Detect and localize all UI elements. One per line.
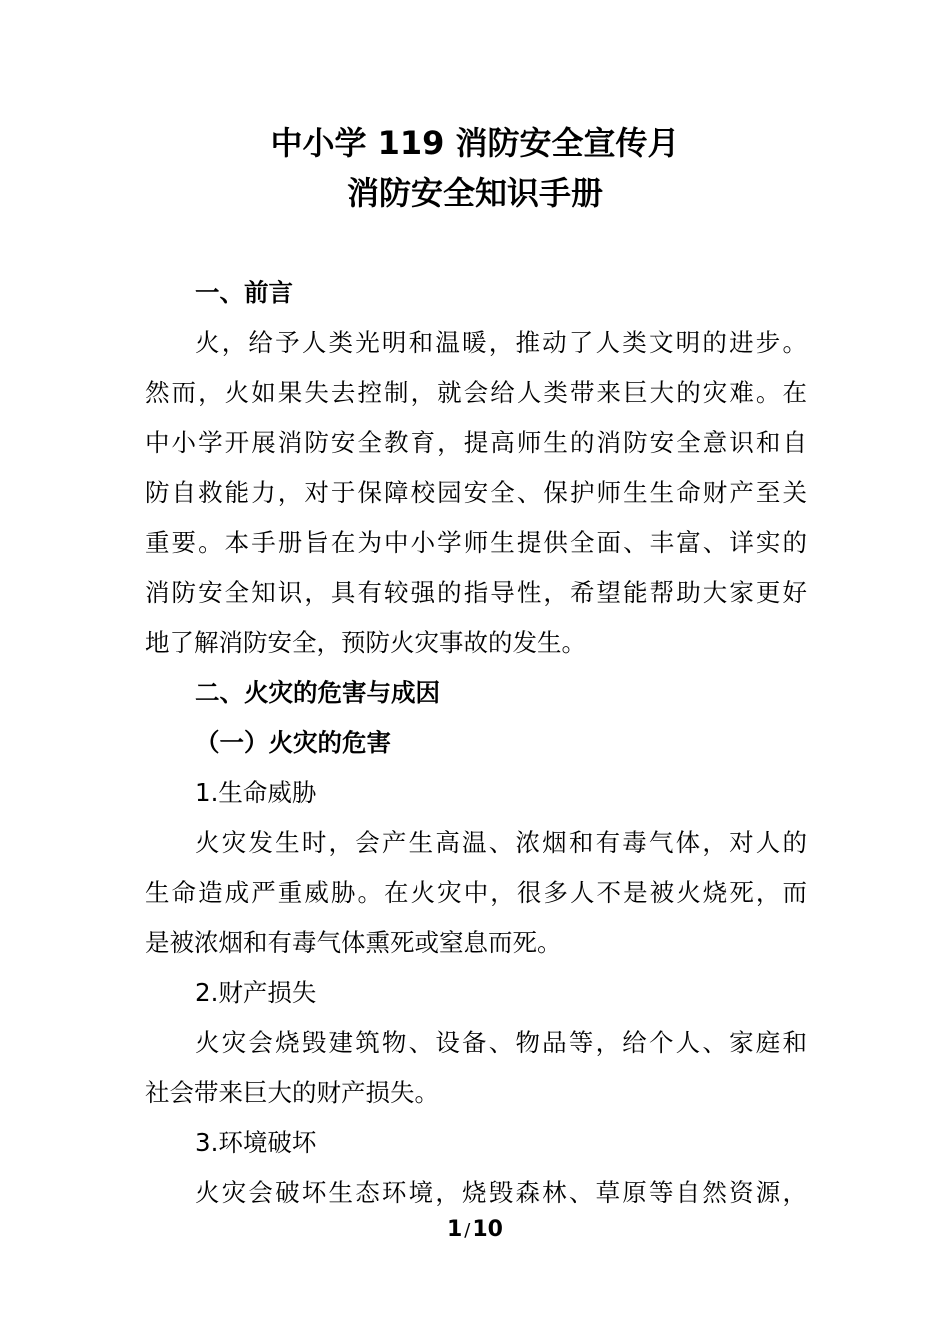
paragraph-line: 火灾会破坏生态环境，烧毁森林、草原等自然资源， (195, 1178, 807, 1207)
paragraph-line: 消防安全知识，具有较强的指导性，希望能帮助大家更好 (145, 578, 807, 607)
paragraph-line: 然而，火如果失去控制，就会给人类带来巨大的灾难。在 (145, 378, 807, 407)
paragraph-line: 中小学开展消防安全教育，提高师生的消防安全意识和自 (145, 428, 807, 457)
section-heading-preface: 一、前言 (195, 278, 293, 307)
page-number (0, 1212, 950, 1249)
paragraph-line: 火灾发生时，会产生高温、浓烟和有毒气体，对人的 (195, 828, 807, 857)
item-heading: 2.财产损失 (195, 978, 317, 1007)
item-heading: 3.环境破坏 (195, 1128, 317, 1157)
paragraph-line: 火，给予人类光明和温暖，推动了人类文明的进步。 (195, 328, 807, 357)
page-total: 10 (472, 1217, 503, 1242)
paragraph-line: 火灾会烧毁建筑物、设备、物品等，给个人、家庭和 (195, 1028, 807, 1057)
paragraph-line: 生命造成严重威胁。在火灾中，很多人不是被火烧死，而 (145, 878, 807, 907)
document-title-line2: 消防安全知识手册 (346, 174, 603, 212)
page-current: 1 (446, 1217, 463, 1242)
page-separator: / (464, 1220, 471, 1241)
paragraph-line: 重要。本手册旨在为中小学师生提供全面、丰富、详实的 (145, 528, 807, 557)
section-heading-hazards: 二、火灾的危害与成因 (195, 678, 440, 707)
paragraph-line: 地了解消防安全，预防火灾事故的发生。 (145, 628, 586, 657)
paragraph-line: 是被浓烟和有毒气体熏死或窒息而死。 (145, 928, 562, 957)
subsection-heading: （一）火灾的危害 (195, 728, 391, 757)
item-heading: 1.生命威胁 (195, 778, 317, 807)
paragraph-line: 防自救能力，对于保障校园安全、保护师生生命财产至关 (145, 478, 807, 507)
paragraph-line: 社会带来巨大的财产损失。 (145, 1078, 439, 1107)
document-title-line1: 中小学 119 消防安全宣传月 (270, 124, 680, 162)
